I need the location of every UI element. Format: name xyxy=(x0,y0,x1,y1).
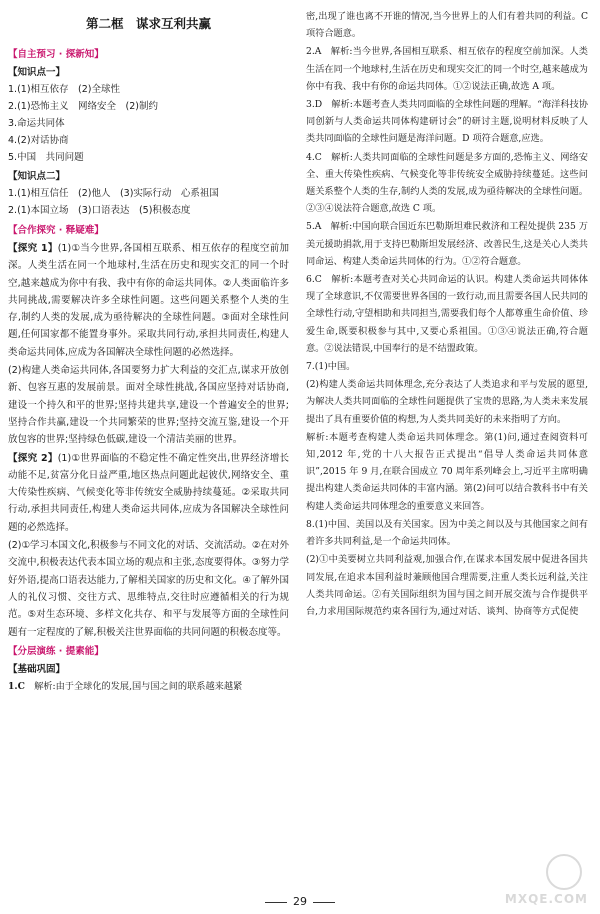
explore-2-paragraph xyxy=(8,450,289,536)
explore-2-label: 【探究 2】 xyxy=(8,452,58,464)
explore-1-paragraph xyxy=(8,240,289,361)
answer-7-analysis: 解析:本题考查构建人类命运共同体理念。第(1)问,通过查阅资料可知,2012 年,党的十八大报告正式提出“倡导人类命运共同体意识”,2015 年 9 月,在联合国成立 70 周年系列峰会上,习近平主席明确提出构建人类命运共同体的丰富内涵。第(2)问可以结合教科书中有关构建人类命运共同体理念的重要意义来回答。 xyxy=(306,431,588,512)
page-title: 第二框 谋求互利共赢 xyxy=(85,16,211,31)
watermark-logo xyxy=(490,852,588,906)
answer-4: 4.C 解析:人类共同面临的全球性问题是多方面的,恐怖主义、网络安全、重大传染性疾病、气候变化等非传统安全威胁持续蔓延。这些问题关系整个人类的生存,制约人类的发展,成为亟待解决的全球性问题。②③④说法符合题意,故选 C 项。 xyxy=(306,151,588,215)
answer-1-number: 1.C xyxy=(8,680,25,692)
answer-1 xyxy=(8,678,289,695)
answer-1-continued: 密,出现了谁也离不开谁的情况,当今世界上的人们有着共同的利益。C 项符合题意。 xyxy=(306,11,588,40)
answer-line: 4.(2)对话协商 xyxy=(8,135,69,146)
answer-5: 5.A 解析:中国向联合国近东巴勒斯坦难民救济和工程处提供 235 万美元援助捐款,用于支持巴勒斯坦发展经济、改善民生,这是关心人类共同命运、构建人类命运共同体的行为。①②符合题意。 xyxy=(306,221,588,267)
answer-2: 2.A 解析:当今世界,各国相互联系、相互依存的程度空前加深。人类生活在同一个地球村,生活在历史和现实交汇的同一个时空,越来越成为你中有我、我中有你的命运共同体。①②说法正确,故选 A 项。 xyxy=(306,46,588,92)
watermark-circle-icon xyxy=(546,854,582,890)
knowledge-point-2-heading: 【知识点二】 xyxy=(8,171,66,182)
left-column xyxy=(8,44,289,696)
section-heading-preview: 【自主预习 · 探新知】 xyxy=(8,49,104,60)
section-heading-explore: 【合作探究 · 释疑难】 xyxy=(8,225,104,236)
answer-7-2: (2)构建人类命运共同体理念,充分表达了人类追求和平与发展的愿望,为解决人类共同面临的全球性问题提供了宝贵的思路,为人类未来发展提出了具有重要价值的构想,为人类共同美好的未来指明了方向。 xyxy=(306,379,588,425)
answer-line: 2.(1)本国立场 (3)口语表达 (5)积极态度 xyxy=(8,205,191,216)
answer-7-1: 7.(1)中国。 xyxy=(306,361,356,373)
explore-2-paragraph-2: (2)①学习本国文化,积极参与不同文化的对话、交流活动。②在对外交流中,积极表达代表本国立场的观点和主张,态度要得体。③努力学好外语,提高口语表达能力,了解相关国家的历史和文化。④了解外国人的礼仪习惯、交往方式、思维特点,交往时应遵循相关的行为规范。⑤对生态环境、多样文化共存、和平与发展等方面的全球性问题有一定程度的了解,积极关注世界面临的共同问题的积极态度等。 xyxy=(8,540,289,638)
explore-1-text: (1)①当今世界,各国相互联系、相互依存的程度空前加深。人类生活在同一个地球村,生活在历史和现实交汇的同一个时空,越来越成为你中有我、我中有你的命运共同体。②人类面临许多共同挑战,需要解决许多全球性问题。这些问题关系整个人类的生存,制约人类的发展,成为亟待解决的全球性问题。③面对全球性问题,任何国家都不能置身事外。采取共同行动,承担共同责任,构建人类命运共同体,应成为各国解决全球性问题的必然选择。 xyxy=(8,243,290,358)
explore-1-label: 【探究 1】 xyxy=(8,243,58,254)
section-heading-practice: 【分层演练 · 提素能】 xyxy=(8,645,104,657)
page-number: 29 xyxy=(293,895,307,908)
footer-dash-left xyxy=(265,902,287,903)
answer-line: 5.中国 共同问题 xyxy=(8,152,84,163)
answer-line: 2.(1)恐怖主义 网络安全 (2)制约 xyxy=(8,101,158,112)
footer-dash-right xyxy=(313,902,335,903)
answer-8-1: 8.(1)中国、美国以及有关国家。因为中美之间以及与其他国家之间有着许多共同利益,是一个命运共同体。 xyxy=(306,518,588,548)
explore-2-text: (1)①世界面临的不稳定性不确定性突出,世界经济增长动能不足,贫富分化日益严重,地区热点问题此起彼伏,网络安全、重大传染性疾病、气候变化等非传统安全威胁持续蔓延。②采取共同行动,承担共同责任,构建人类命运共同体,应成为各国解决全球性问题的必然选择。 xyxy=(8,452,290,533)
answer-line: 1.(1)相互信任 (2)他人 (3)实际行动 心系祖国 xyxy=(8,188,219,199)
answer-line: 3.命运共同体 xyxy=(8,118,65,129)
answer-6: 6.C 解析:本题考查对关心共同命运的认识。构建人类命运共同体体现了全球意识,不仅需要世界各国的一致行动,而且需要各国人民共同的全球性行动,守望相助和共同担当,需要我们每个人都尊重生命价值、珍爱生命,既要积极参与其中,又要心系祖国。①③④说法正确,符合题意。②说法错误,中国奉行的是不结盟政策。 xyxy=(306,274,588,354)
right-column xyxy=(306,8,588,621)
answer-3: 3.D 解析:本题考查人类共同面临的全球性问题的理解。“海洋科技协同创新与人类命运共同体构建研讨会”的研讨主题,说明材料反映了人类共同面临的全球性问题是海洋问题。D 项符合题意,应选。 xyxy=(306,99,588,145)
answer-1-text: 解析:由于全球化的发展,国与国之间的联系越来越紧 xyxy=(34,680,243,692)
explore-1-paragraph-2: (2)构建人类命运共同体,各国要努力扩大利益的交汇点,谋求开放创新、包容互惠的发展前景。面对全球性挑战,各国应坚持对话协商,建设一个持久和平的世界;坚持共建共享,建设一个普遍安全的世界;坚持合作共赢,建设一个共同繁荣的世界;坚持交流互鉴,建设一个开放包容的世界;坚持绿色低碳,建设一个清洁美丽的世界。 xyxy=(8,365,289,446)
answer-line: 1.(1)相互依存 (2)全球性 xyxy=(8,84,120,95)
watermark-text: MXQE.COM xyxy=(504,892,588,906)
knowledge-point-1-heading: 【知识点一】 xyxy=(8,67,66,78)
basic-consolidation-heading: 【基础巩固】 xyxy=(8,663,66,675)
answer-8-2: (2)①中美要树立共同利益观,加强合作,在谋求本国发展中促进各国共同发展,在追求本国利益时兼顾他国合理需要,注重人类长远利益,关注人类共同命运。②有关国际组织为国与国之间开展交流与合作提供平台,力求用国际规范约束各国行为,通过对话、谈判、协商等方式促使 xyxy=(306,554,588,617)
